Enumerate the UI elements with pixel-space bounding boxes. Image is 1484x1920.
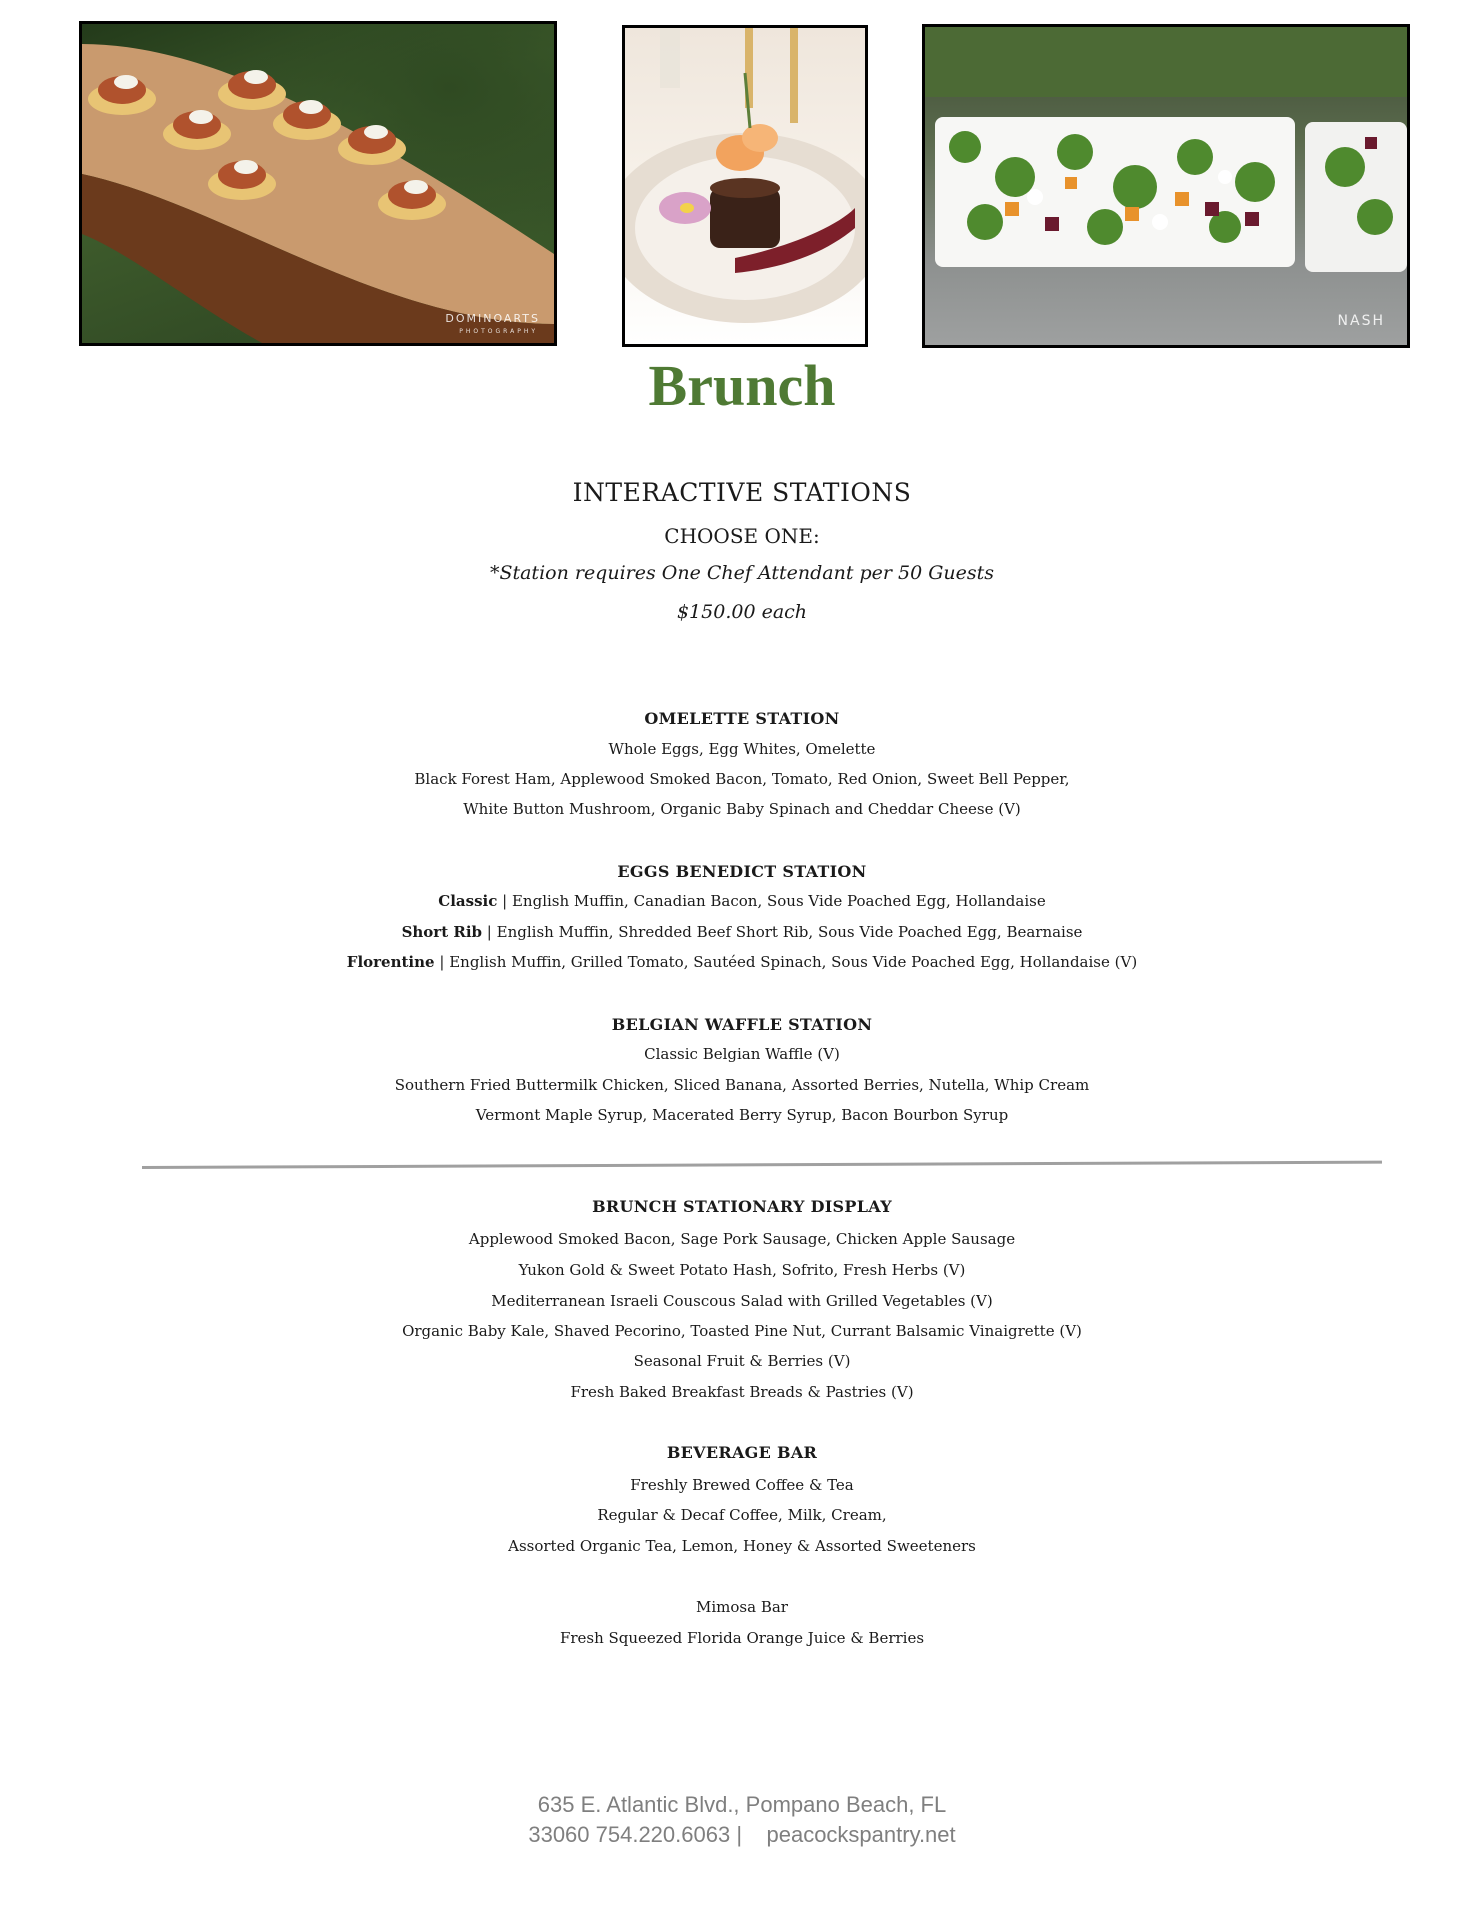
- footer-address: 635 E. Atlantic Blvd., Pompano Beach, FL: [537, 1792, 947, 1817]
- separator: |: [502, 892, 508, 910]
- stationary-line: Fresh Baked Breakfast Breads & Pastries (V): [570, 1383, 914, 1401]
- stationary-line: Mediterranean Israeli Couscous Salad with Grilled Vegetables (V): [491, 1292, 993, 1310]
- benedict-item-name: Florentine: [346, 953, 435, 971]
- photo-watermark: DOMINOARTS: [445, 312, 540, 325]
- stations-heading: INTERACTIVE STATIONS: [572, 478, 912, 507]
- waffle-line: Classic Belgian Waffle (V): [644, 1045, 840, 1063]
- waffle-line: Vermont Maple Syrup, Macerated Berry Syrup, Bacon Bourbon Syrup: [475, 1106, 1009, 1124]
- mimosa-line: Fresh Squeezed Florida Orange Juice & Berries: [559, 1629, 925, 1647]
- benedict-item-name: Classic: [438, 892, 498, 910]
- waffle-line: Southern Fried Buttermilk Chicken, Sliced Banana, Assorted Berries, Nutella, Whip Cream: [394, 1076, 1090, 1094]
- omelette-line: Whole Eggs, Egg Whites, Omelette: [608, 740, 876, 758]
- separator: |: [486, 923, 492, 941]
- footer-contact: 33060 754.220.6063 | peacockspantry.net: [528, 1822, 956, 1847]
- omelette-station-title: OMELETTE STATION: [644, 709, 840, 728]
- benedict-item: [0, 923, 1484, 941]
- separator: |: [439, 953, 445, 971]
- station-price: $150.00 each: [676, 601, 808, 623]
- photo-watermark: NASH: [1337, 313, 1385, 329]
- salad-illustration: [925, 27, 1407, 345]
- omelette-line: White Button Mushroom, Organic Baby Spinach and Cheddar Cheese (V): [463, 800, 1021, 818]
- appetizer-illustration: [82, 24, 554, 343]
- benedict-item-desc: English Muffin, Shredded Beef Short Rib, Sous Vide Poached Egg, Bearnaise: [496, 923, 1083, 941]
- benedict-item: [0, 892, 1484, 910]
- page-title: Brunch: [648, 353, 836, 418]
- mimosa-bar-title: Mimosa Bar: [696, 1598, 788, 1616]
- entree-illustration: [625, 28, 865, 344]
- beverage-line: Assorted Organic Tea, Lemon, Honey & Assorted Sweeteners: [508, 1537, 976, 1555]
- beverage-line: Regular & Decaf Coffee, Milk, Cream,: [597, 1506, 887, 1524]
- attendant-note: *Station requires One Chef Attendant per 50 Guests: [489, 562, 995, 584]
- stationary-line: Applewood Smoked Bacon, Sage Pork Sausage, Chicken Apple Sausage: [468, 1230, 1016, 1248]
- plated-entree-photo: [622, 25, 868, 347]
- stationary-line: Yukon Gold & Sweet Potato Hash, Sofrito, Fresh Herbs (V): [518, 1261, 966, 1279]
- stationary-display-title: BRUNCH STATIONARY DISPLAY: [592, 1197, 892, 1216]
- omelette-line: Black Forest Ham, Applewood Smoked Bacon, Tomato, Red Onion, Sweet Bell Pepper,: [414, 770, 1070, 788]
- photo-watermark-sub: PHOTOGRAPHY: [459, 328, 538, 335]
- benedict-item-name: Short Rib: [401, 923, 483, 941]
- stationary-line: Seasonal Fruit & Berries (V): [633, 1352, 851, 1370]
- beverage-line: Freshly Brewed Coffee & Tea: [630, 1476, 854, 1494]
- appetizer-photo: [79, 21, 557, 346]
- benedict-station-title: EGGS BENEDICT STATION: [617, 862, 867, 881]
- choose-one-label: CHOOSE ONE:: [664, 524, 820, 548]
- stationary-line: Organic Baby Kale, Shaved Pecorino, Toasted Pine Nut, Currant Balsamic Vinaigrette (V): [402, 1322, 1082, 1340]
- salad-trays-photo: [922, 24, 1410, 348]
- benedict-item: [0, 953, 1484, 971]
- beverage-bar-title: BEVERAGE BAR: [666, 1443, 818, 1462]
- benedict-item-desc: English Muffin, Canadian Bacon, Sous Vide Poached Egg, Hollandaise: [511, 892, 1046, 910]
- section-divider: [142, 1161, 1382, 1169]
- benedict-item-desc: English Muffin, Grilled Tomato, Sautéed Spinach, Sous Vide Poached Egg, Hollandaise (V): [449, 953, 1138, 971]
- waffle-station-title: BELGIAN WAFFLE STATION: [611, 1015, 873, 1034]
